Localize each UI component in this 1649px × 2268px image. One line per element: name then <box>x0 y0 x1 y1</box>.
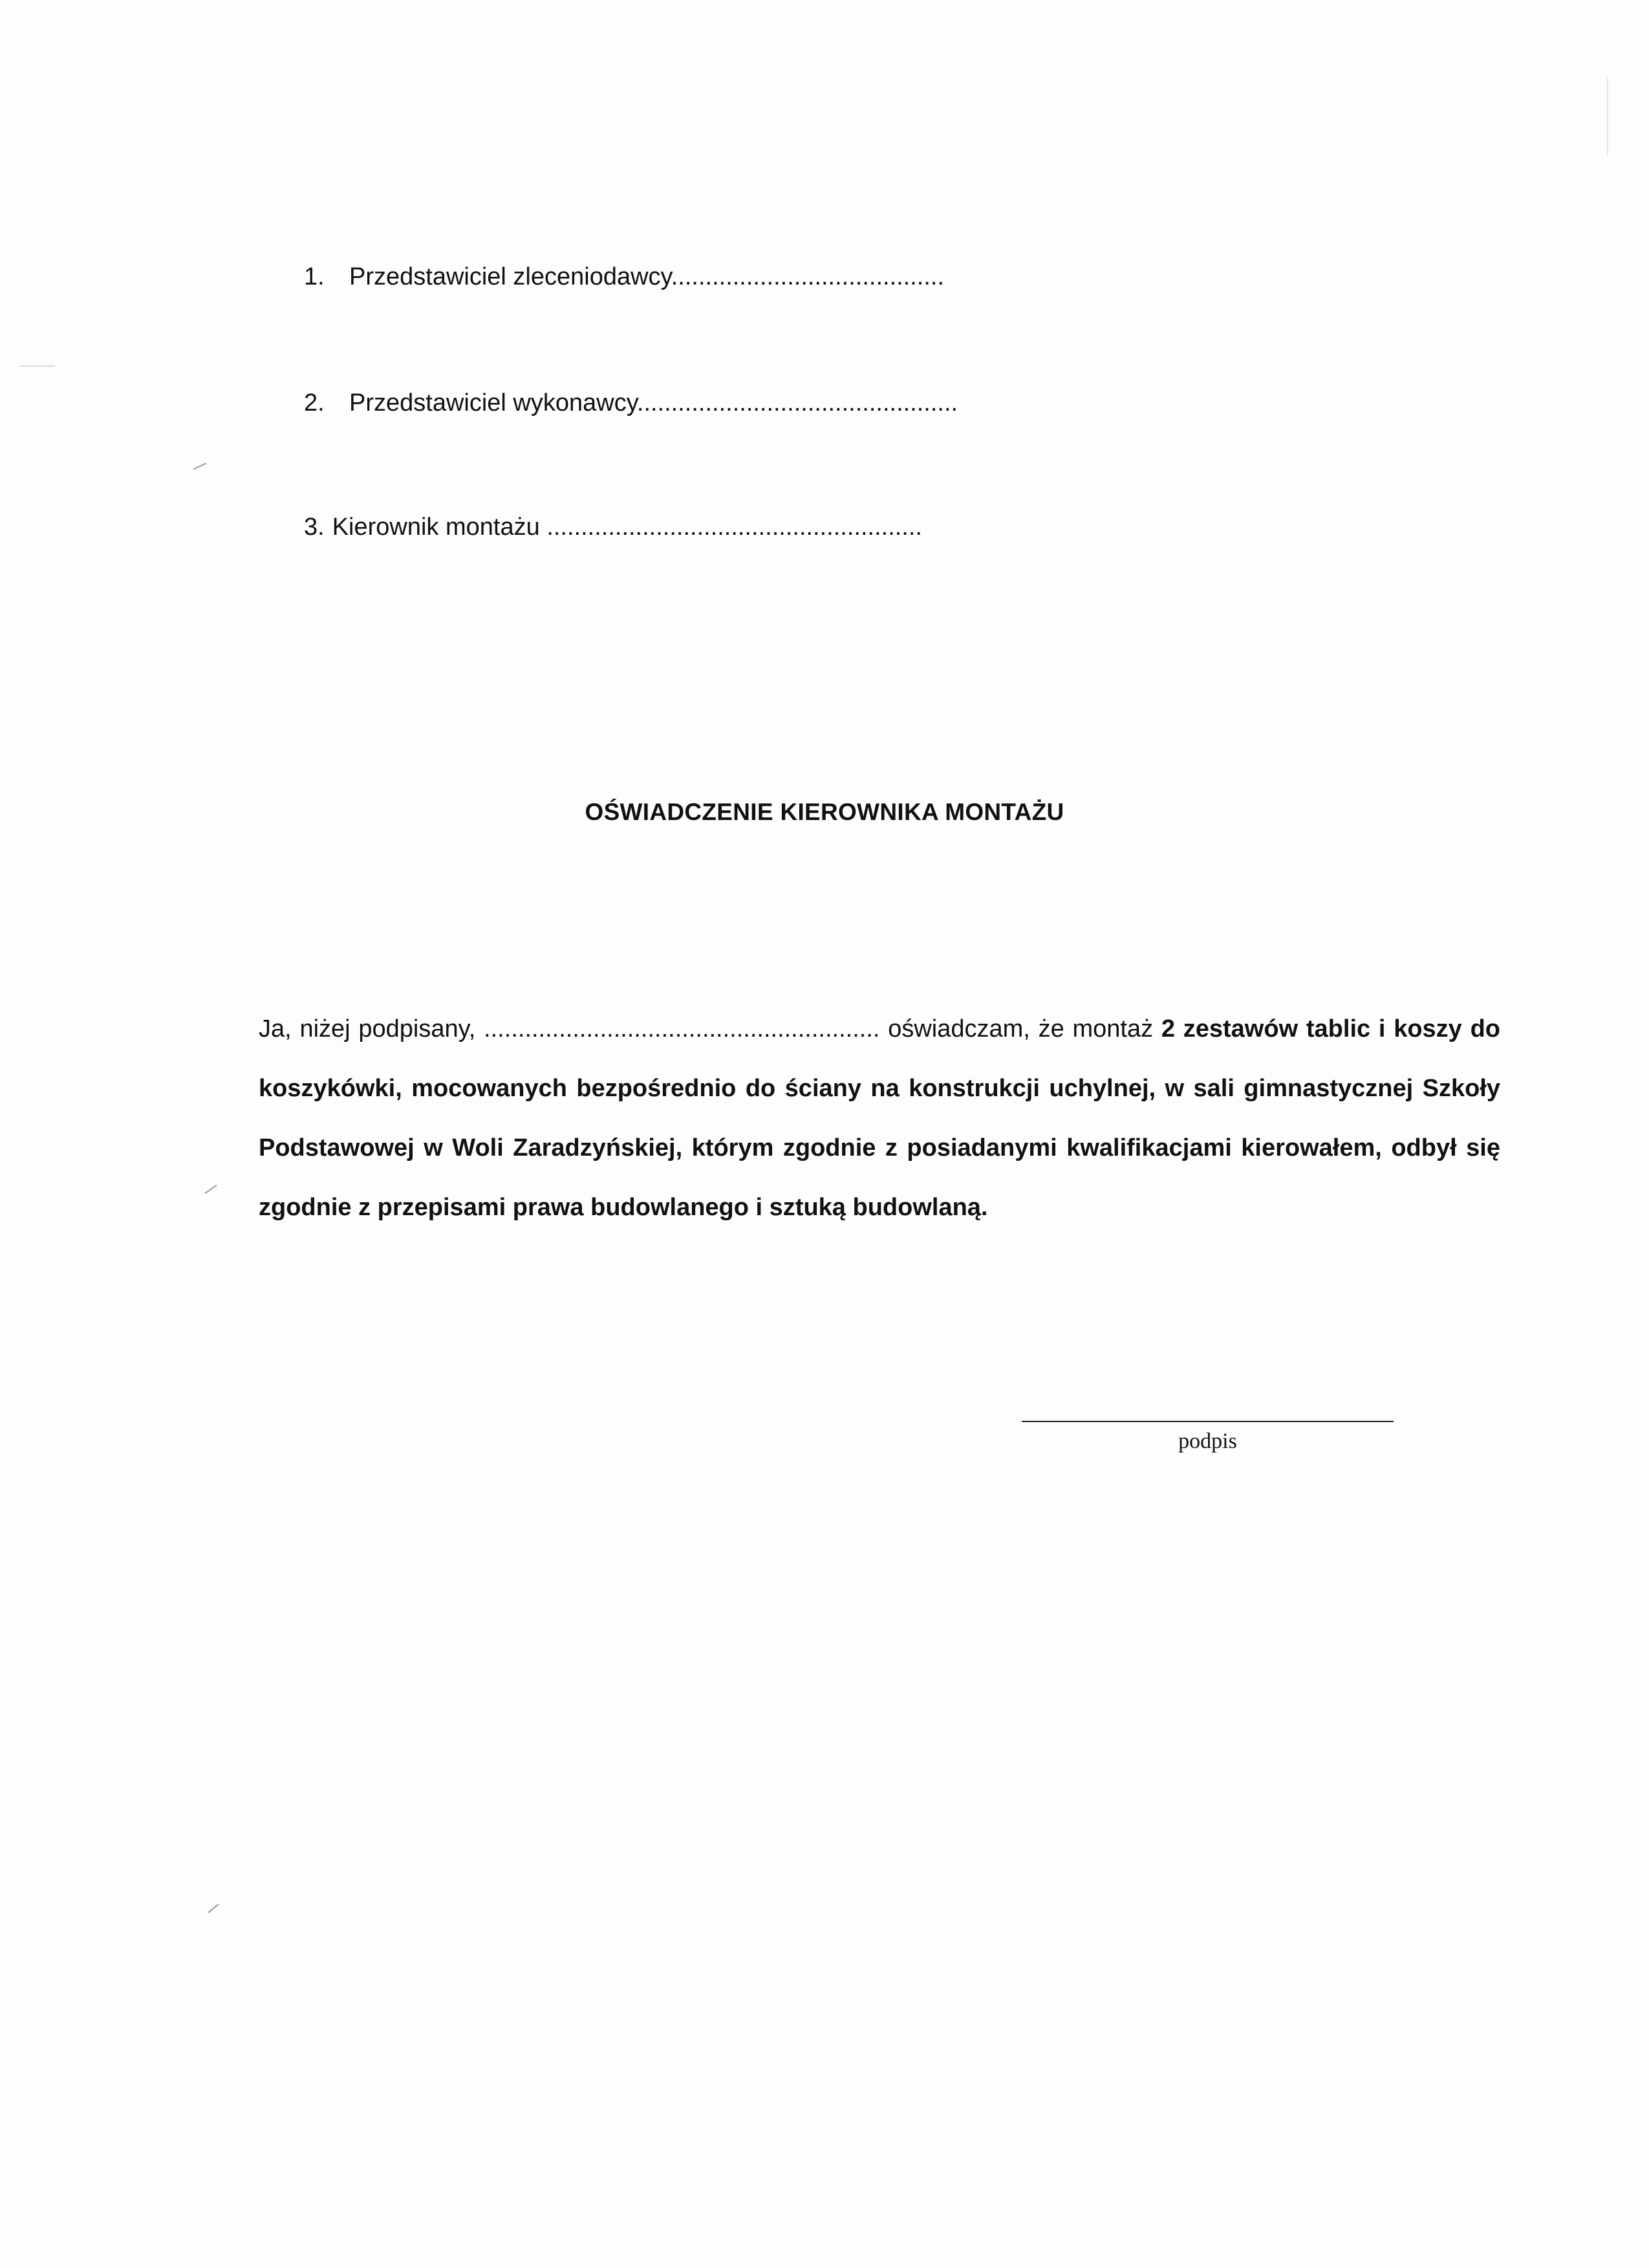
signatory-number: 3. <box>304 513 325 541</box>
signature-label: podpis <box>1178 1429 1237 1453</box>
signatory-label: Przedstawiciel zleceniodawcy <box>349 263 671 290</box>
signature-line <box>1022 1421 1394 1422</box>
signatory-dots: ....................................................... <box>546 513 922 541</box>
scan-speck <box>193 462 207 470</box>
signatory-label: Przedstawiciel wykonawcy <box>349 389 637 416</box>
signatory-dots: ............................................... <box>636 389 958 416</box>
scan-speck <box>204 1185 217 1194</box>
statement-name-dots: .......................................................... <box>484 1015 889 1042</box>
signatory-dots: ........................................ <box>671 263 945 290</box>
statement-subject: 2 zestawów tablic i koszy do koszykówki, mocowanych bezpośrednio do ściany na konstrukcji uchylnej, w sali gimnastycznej Szkoły Podstawowej w Woli Zaradzyńskiej, którym zgodnie z posiadanymi kwalifikacjami kierowałem, odbył się zgodnie z przepisami prawa budowlanego i sztuką budowlaną. <box>259 1015 1500 1221</box>
signatory-number: 1. <box>304 263 325 290</box>
signatory-label: Kierownik montażu <box>332 513 540 541</box>
signatory-number: 2. <box>304 389 325 416</box>
scan-edge-mark <box>19 365 55 367</box>
signatory-line-3 <box>304 512 922 542</box>
signatory-line-2 <box>304 388 958 418</box>
scan-edge-mark <box>1607 78 1608 155</box>
statement-intro: Ja, niżej podpisany, <box>259 1015 484 1042</box>
signatory-line-1 <box>304 262 944 292</box>
statement-paragraph <box>259 999 1500 1237</box>
document-title: OŚWIADCZENIE KIEROWNIKA MONTAŻU <box>585 799 1064 825</box>
scan-speck <box>208 1904 219 1913</box>
statement-declare: oświadczam, że montaż <box>888 1015 1161 1042</box>
